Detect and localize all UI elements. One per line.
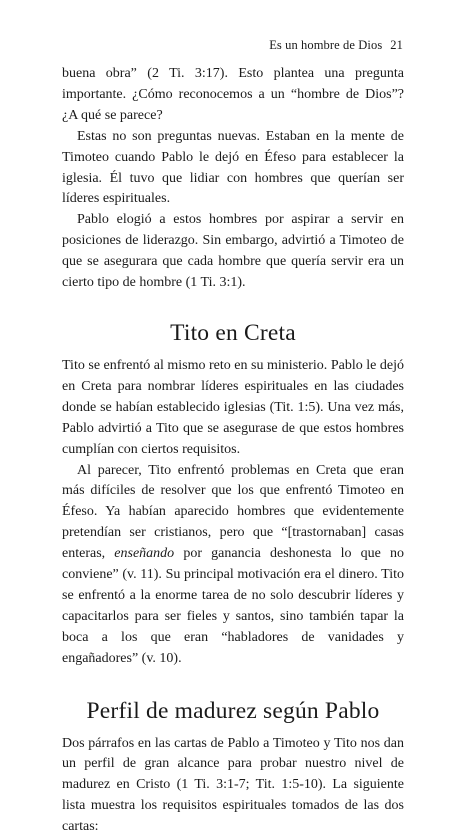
paragraph: Pablo elogió a estos hombres por aspirar a servir en posiciones de liderazgo. Sin embargo, advirtió a Timoteo de que se asegurara que cada hombre que quería servir era un cierto tipo de hombre (1 Ti. 3:1). bbox=[62, 212, 404, 291]
page-body bbox=[62, 64, 404, 838]
paragraph: Tito se enfrentó al mismo reto en su ministerio. Pablo le dejó en Creta para nombrar líderes espirituales en las ciudades donde se habían establecido iglesias (Tit. 1:5). Una vez más, Pablo advirtió a Tito que se asegurase de que estos hombres cumplían con ciertos requisitos. bbox=[62, 357, 404, 457]
running-head-title: Es un hombre de Dios bbox=[269, 38, 383, 52]
section-heading-perfil-de-madurez: Perfil de madurez según Pablo bbox=[86, 697, 380, 724]
section-heading-tito-en-creta: Tito en Creta bbox=[170, 319, 296, 346]
running-head bbox=[269, 38, 403, 53]
paragraph: Estas no son preguntas nuevas. Estaban en la mente de Timoteo cuando Pablo le dejó en Éfeso para establecer la iglesia. Él tuvo que lidiar con hombres que querían ser líderes espirituales. bbox=[62, 128, 404, 207]
paragraph: Dos párrafos en las cartas de Pablo a Timoteo y Tito nos dan un perfil de gran alcance para probar nuestro nivel de madurez en Cristo (1 Ti. 3:1-7; Tit. 1:5-10). La siguiente lista muestra los requisitos espirituales tomados de las dos cartas: bbox=[62, 735, 404, 835]
emphasis-text: enseñando bbox=[114, 546, 175, 562]
page-number: 21 bbox=[390, 38, 403, 52]
paragraph-continued: buena obra” (2 Ti. 3:17). Esto plantea una pregunta importante. ¿Cómo reconocemos a un “hombre de Dios”? ¿A qué se parece? bbox=[62, 66, 404, 123]
paragraph-with-emphasis bbox=[62, 461, 404, 670]
paragraph-text: Al parecer, Tito enfrentó problemas en Creta que eran más difíciles de resolver que los que enfrentó Timoteo en Éfeso. Ya habían aparecido hombres que evidentemente pretendían ser cristianos, pero que “[trastornaban] casas enteras, bbox=[62, 462, 404, 562]
paragraph-text: por ganancia deshonesta lo que no conviene” (v. 11). Su principal motivación era el dinero. Tito se enfrentó a la enorme tarea de no solo descubrir líderes y capacitarlos para ser fieles y santos, sino también tapar la boca a los que eran “habladores de vanidades y engañadores” (v. 10). bbox=[62, 546, 404, 666]
